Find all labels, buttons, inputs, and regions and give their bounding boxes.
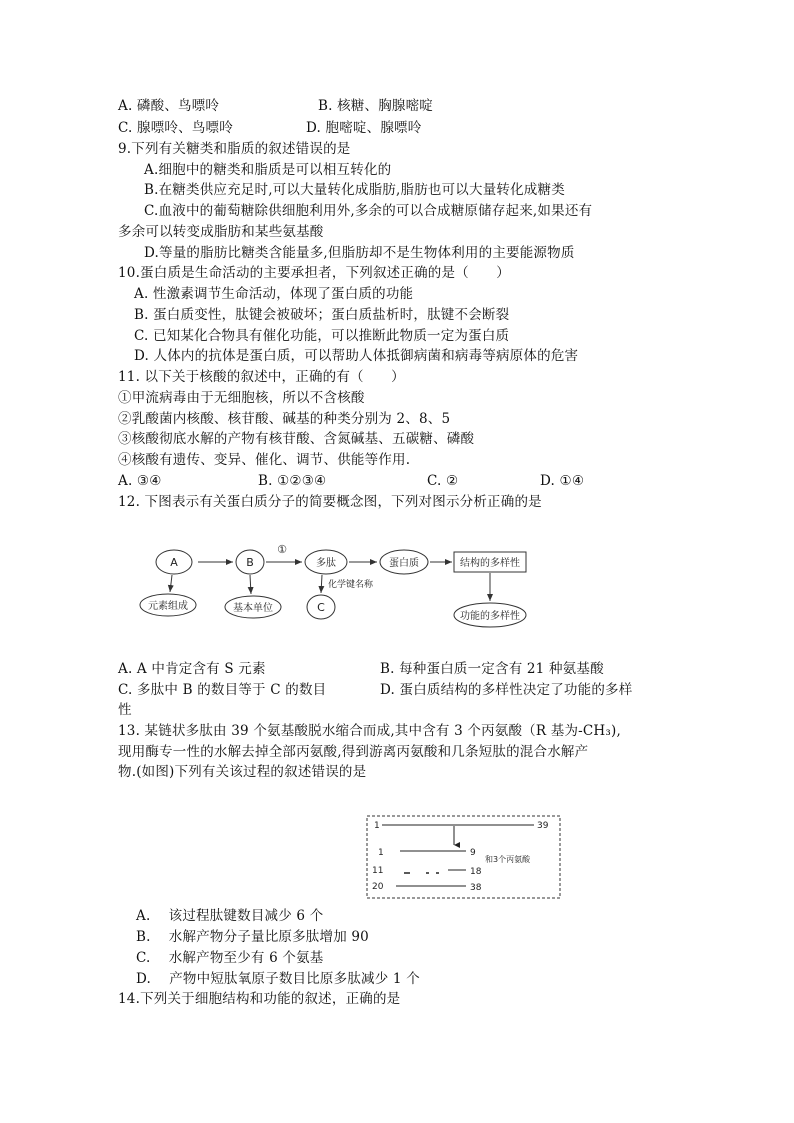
- arrow-b-to-unit: [250, 575, 251, 594]
- q11-stem: 11. 以下关于核酸的叙述中，正确的有（ ）: [118, 369, 405, 385]
- q8-option-c: C. 腺嘌呤、鸟嘌呤: [118, 120, 233, 136]
- q12-stem: 12. 下图表示有关蛋白质分子的简要概念图，下列对图示分析正确的是: [118, 494, 542, 510]
- q9-stem: 9.下列有关糖类和脂质的叙述错误的是: [118, 141, 351, 157]
- q9-option-c-line1: C.血液中的葡萄糖除供细胞利用外,多余的可以合成糖原储存起来,如果还有: [144, 203, 593, 219]
- q10-option-c: C. 已知某化合物具有催化功能，可以推断此物质一定为蛋白质: [134, 328, 510, 344]
- q10-option-b: B. 蛋白质变性，肽键会被破坏；蛋白质盐析时，肽键不会断裂: [134, 307, 510, 323]
- fragment3-end: 38: [470, 883, 482, 893]
- q11-statement-3: ③核酸彻底水解的产物有核苷酸、含氮碱基、五碳糖、磷酸: [118, 431, 475, 447]
- q12-option-a: A. A 中肯定含有 S 元素: [118, 661, 266, 677]
- q9-option-a: A.细胞中的糖类和脂质是可以相互转化的: [144, 162, 392, 178]
- q12-option-d: D. 蛋白质结构的多样性决定了功能的多样: [380, 682, 633, 698]
- chain-start-label: 1: [374, 821, 380, 831]
- fragment1-end: 9: [470, 848, 476, 858]
- q8-option-d: D. 胞嘧啶、腺嘌呤: [306, 120, 422, 136]
- node-unit-label: 基本单位: [233, 603, 273, 614]
- q11-option-a: A. ③④: [118, 473, 162, 489]
- q13-option-d: D. 产物中短肽氧原子数目比原多肽减少 1 个: [136, 971, 420, 987]
- q12-option-c: C. 多肽中 B 的数目等于 C 的数目: [118, 682, 327, 698]
- q11-option-b: B. ①②③④: [258, 473, 327, 489]
- q10-option-d: D. 人体内的抗体是蛋白质，可以帮助人体抵御病菌和病毒等病原体的危害: [134, 348, 579, 364]
- q11-statement-4: ④核酸有遗传、变异、催化、调节、供能等作用.: [118, 452, 411, 468]
- q9-option-d: D.等量的脂肪比糖类含能量多,但脂肪却不是生物体利用的主要能源物质: [144, 245, 575, 261]
- alanine-note: 和3个丙氨酸: [485, 855, 531, 864]
- q14-stem: 14.下列关于细胞结构和功能的叙述，正确的是: [118, 991, 401, 1007]
- q11-statement-1: ①甲流病毒由于无细胞核，所以不含核酸: [118, 390, 365, 406]
- fragment3-start: 20: [372, 882, 384, 892]
- q12-option-d-continued: 性: [118, 702, 132, 718]
- node-function-label: 功能的多样性: [460, 611, 520, 622]
- node-protein-label: 蛋白质: [389, 558, 419, 569]
- peptide-hydrolysis-diagram: [366, 815, 562, 899]
- q10-stem: 10.蛋白质是生命活动的主要承担者，下列叙述正确的是（ ）: [118, 265, 510, 281]
- fragment2-start: 11: [372, 866, 384, 876]
- fragment1-start: 1: [378, 848, 384, 858]
- fragment2-end: 18: [470, 867, 482, 877]
- q8-option-a: A. 磷酸、鸟嘌呤: [118, 98, 220, 114]
- node-a-label: A: [170, 556, 178, 569]
- node-b-label: B: [246, 556, 254, 569]
- q13-option-c: C. 水解产物至少有 6 个氨基: [136, 950, 324, 966]
- q11-option-c: C. ②: [427, 473, 459, 489]
- chain-end-label: 39: [537, 821, 549, 831]
- arrow-a-to-element: [170, 575, 172, 592]
- protein-concept-diagram: [130, 535, 550, 635]
- q11-option-d: D. ①④: [540, 473, 585, 489]
- q9-option-c-line2: 多余可以转变成脂肪和某些氨基酸: [118, 224, 324, 240]
- step-1-label: ①: [277, 543, 287, 556]
- q11-statement-2: ②乳酸菌内核酸、核苷酸、碱基的种类分别为 2、8、5: [118, 411, 451, 427]
- bond-name-label: 化学键名称: [328, 580, 374, 590]
- q13-stem-line1: 13. 某链状多肽由 39 个氨基酸脱水缩合而成,其中含有 3 个丙氨酸（R 基为-CH₃),: [118, 723, 621, 739]
- q8-option-b: B. 核糖、胸腺嘧啶: [318, 98, 434, 114]
- node-c-label: C: [317, 601, 325, 614]
- node-element-label: 元素组成: [148, 601, 188, 612]
- q10-option-a: A. 性激素调节生命活动，体现了蛋白质的功能: [134, 286, 414, 302]
- q13-stem-line3: 物.(如图)下列有关该过程的叙述错误的是: [118, 764, 367, 780]
- node-peptide-label: 多肽: [316, 558, 336, 569]
- q13-stem-line2: 现用酶专一性的水解去掉全部丙氨酸,得到游离丙氨酸和几条短肽的混合水解产: [118, 744, 589, 760]
- q13-option-a: A. 该过程肽键数目减少 6 个: [136, 908, 324, 924]
- q12-option-b: B. 每种蛋白质一定含有 21 种氨基酸: [380, 661, 604, 677]
- q13-option-b: B. 水解产物分子量比原多肽增加 90: [136, 929, 369, 945]
- arrow-peptide-to-c: [321, 575, 322, 593]
- q9-option-b: B.在糖类供应充足时,可以大量转化成脂肪,脂肪也可以大量转化成糖类: [144, 182, 565, 198]
- node-structure-label: 结构的多样性: [460, 558, 520, 569]
